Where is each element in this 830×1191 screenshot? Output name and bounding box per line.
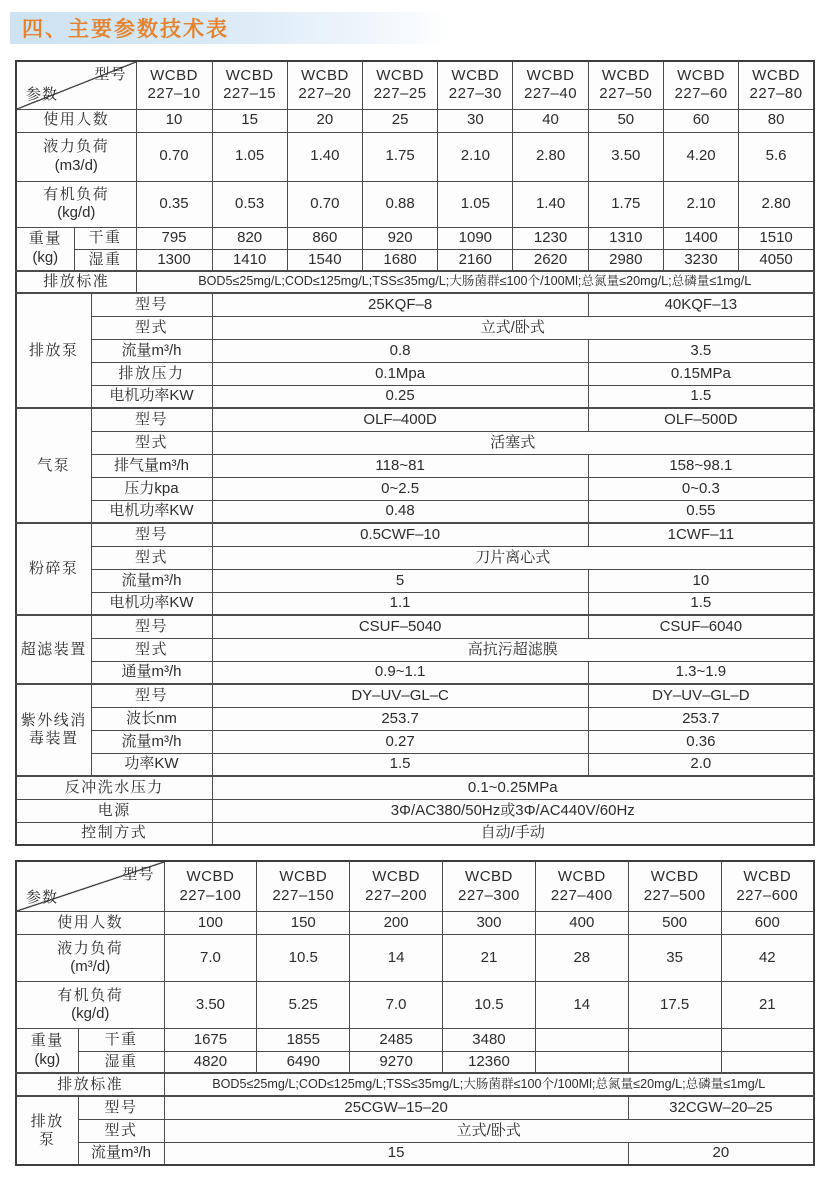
span-value: 立式/卧式 [212, 316, 814, 339]
header-row [16, 861, 814, 911]
right-value: 3.5 [588, 339, 814, 362]
value-cell: 21 [443, 934, 536, 981]
model-number: 227–200 [365, 886, 428, 904]
sub-label: 压力kpa [91, 477, 212, 500]
value-cell: 1680 [362, 249, 437, 271]
row-airpump-motor-power [16, 500, 814, 523]
value-cell: 28 [535, 934, 628, 981]
sub-label: 功率KW [91, 753, 212, 776]
row-grinder-model [16, 523, 814, 546]
value-cell: 1090 [438, 227, 513, 249]
span-value: 立式/卧式 [164, 1119, 814, 1142]
model-header [663, 61, 738, 109]
right-value: 32CGW–20–25 [628, 1096, 814, 1119]
value-cell: 500 [628, 911, 721, 934]
section-label-line: 紫外线消 [20, 712, 87, 729]
value-cell: 9270 [350, 1051, 443, 1073]
param-label: 排放标准 [16, 1073, 164, 1096]
corner-param-label: 参数 [26, 888, 59, 906]
left-value: 0.27 [212, 730, 588, 753]
value-cell: 40 [513, 109, 588, 132]
sub-label: 型号 [91, 615, 212, 638]
row-grinder-motor-power [16, 592, 814, 615]
right-value: 0.36 [588, 730, 814, 753]
model-number: 227–15 [223, 85, 277, 103]
right-value: 0.15MPa [588, 362, 814, 385]
left-value: 25CGW–15–20 [164, 1096, 628, 1119]
value-cell: 920 [362, 227, 437, 249]
left-value: 15 [164, 1142, 628, 1165]
sub-label: 干重 [74, 227, 136, 249]
sub-label: 流量m³/h [91, 339, 212, 362]
sub-label: 电机功率KW [91, 500, 212, 523]
model-number: 227–300 [458, 886, 520, 904]
unit-label: (m³/d) [70, 957, 111, 975]
param-label [16, 181, 136, 227]
row-uv-flow [16, 730, 814, 753]
weight-group-label [16, 1028, 78, 1073]
sub-label: 型号 [78, 1096, 164, 1119]
row-discharge-standard [16, 1073, 814, 1096]
sub-label: 型式 [91, 431, 212, 454]
row-wet-weight [16, 249, 814, 271]
value-cell: 1400 [663, 227, 738, 249]
right-value: 20 [628, 1142, 814, 1165]
section-label-line: 排放 [30, 1112, 64, 1130]
value-cell: 1675 [164, 1028, 257, 1051]
brand-label: WCBD [225, 66, 274, 84]
right-value: 1.5 [588, 592, 814, 615]
right-value: 40KQF–13 [588, 293, 814, 316]
value-cell: 12360 [443, 1051, 536, 1073]
value-cell: 860 [287, 227, 362, 249]
header-row [16, 61, 814, 109]
row-organic-load [16, 981, 814, 1028]
span-value: 3Φ/AC380/50Hz或3Φ/AC440V/60Hz [212, 799, 814, 822]
spec-table-models-100-600 [15, 860, 815, 1166]
right-value: 0.55 [588, 500, 814, 523]
value-cell: 600 [721, 911, 814, 934]
value-cell: 1.75 [362, 132, 437, 181]
right-value: OLF–500D [588, 408, 814, 431]
corner-cell [16, 61, 136, 109]
value-cell: 1855 [257, 1028, 350, 1051]
value-cell: 35 [628, 934, 721, 981]
brand-label: WCBD [557, 868, 606, 886]
value-cell: 820 [212, 227, 287, 249]
left-value: 0.25 [212, 385, 588, 408]
sub-label: 型式 [91, 546, 212, 569]
sub-label: 波长nm [91, 707, 212, 730]
value-cell: 17.5 [628, 981, 721, 1028]
row-wet-weight [16, 1051, 814, 1073]
value-cell: 0.70 [136, 132, 212, 181]
model-header [628, 861, 721, 911]
value-cell: 0.70 [287, 181, 362, 227]
unit-label: (kg) [34, 1050, 61, 1068]
value-cell: 400 [535, 911, 628, 934]
value-cell: 15 [212, 109, 287, 132]
brand-label: WCBD [451, 66, 500, 84]
param-label-line: 液力负荷 [43, 138, 110, 156]
row-organic-load [16, 181, 814, 227]
weight-label-line: 重量 [30, 1032, 64, 1050]
left-value: 1.1 [212, 592, 588, 615]
sub-label: 排放压力 [91, 362, 212, 385]
model-header [350, 861, 443, 911]
value-cell: 0.53 [212, 181, 287, 227]
brand-label: WCBD [372, 868, 421, 886]
sub-label: 干重 [78, 1028, 164, 1051]
value-cell: 50 [588, 109, 663, 132]
value-cell [721, 1051, 814, 1073]
value-cell: 10 [136, 109, 212, 132]
row-ultrafilter-model [16, 615, 814, 638]
param-label-line: 有机负荷 [43, 185, 110, 203]
value-cell: 25 [362, 109, 437, 132]
unit-label: (kg) [32, 248, 59, 266]
value-cell: 2.80 [513, 132, 588, 181]
value-cell: 7.0 [350, 981, 443, 1028]
value-cell: 4820 [164, 1051, 257, 1073]
value-cell: 6490 [257, 1051, 350, 1073]
brand-label: WCBD [150, 66, 198, 84]
brand-label: WCBD [465, 868, 513, 886]
left-value: 118~81 [212, 454, 588, 477]
row-hydraulic-load [16, 132, 814, 181]
value-cell: 1.05 [212, 132, 287, 181]
value-cell: 1.75 [588, 181, 663, 227]
row-airpump-type [16, 431, 814, 454]
value-cell: 4050 [739, 249, 814, 271]
sub-label: 流量m³/h [78, 1142, 164, 1165]
row-pump-pressure [16, 362, 814, 385]
left-value: 0.9~1.1 [212, 661, 588, 684]
value-cell: 60 [663, 109, 738, 132]
left-value: 0.48 [212, 500, 588, 523]
sub-label: 湿重 [74, 249, 136, 271]
sub-label: 流量m³/h [91, 569, 212, 592]
param-label: 使用人数 [16, 109, 136, 132]
unit-label: (kg/d) [57, 204, 96, 221]
right-value: 158~98.1 [588, 454, 814, 477]
sub-label: 型号 [91, 684, 212, 707]
model-number: 227–40 [524, 85, 578, 103]
value-cell: 3.50 [164, 981, 257, 1028]
value-cell: 20 [287, 109, 362, 132]
row-users [16, 911, 814, 934]
value-cell: 0.88 [362, 181, 437, 227]
corner-model-label: 型号 [94, 66, 127, 83]
right-value: 1CWF–11 [588, 523, 814, 546]
row-airpump-pressure [16, 477, 814, 500]
value-cell: 4.20 [663, 132, 738, 181]
model-number: 227–10 [147, 85, 201, 103]
right-value: 10 [588, 569, 814, 592]
section-label-line: 毒装置 [28, 730, 79, 748]
param-label: 排放标准 [16, 271, 136, 293]
weight-group-label [16, 227, 74, 271]
model-header [739, 61, 814, 109]
value-cell: 1300 [136, 249, 212, 271]
row-users [16, 109, 814, 132]
section-label-line: 泵 [38, 1130, 56, 1148]
value-cell: 2620 [513, 249, 588, 271]
param-label-line: 液力负荷 [57, 939, 124, 957]
section-label-discharge-pump [16, 1096, 78, 1165]
value-cell: 1.40 [287, 132, 362, 181]
row-discharge-standard [16, 271, 814, 293]
section-label-ultrafilter: 超滤装置 [16, 615, 91, 684]
unit-label: (m3/d) [54, 156, 98, 174]
row-pump-model [16, 293, 814, 316]
row-pump-type [16, 1119, 814, 1142]
sub-label: 湿重 [78, 1051, 164, 1073]
row-pump-flow [16, 1142, 814, 1165]
section-label-air-pump: 气泵 [16, 408, 91, 523]
sub-label: 流量m³/h [91, 730, 212, 753]
section-label-uv-disinfector [16, 684, 91, 776]
right-value: 253.7 [588, 707, 814, 730]
model-header [721, 861, 814, 911]
row-hydraulic-load [16, 934, 814, 981]
section-label-discharge-pump: 排放泵 [16, 293, 91, 408]
row-control-mode [16, 822, 814, 845]
param-label: 使用人数 [16, 911, 164, 934]
span-value: 0.1~0.25MPa [212, 776, 814, 799]
value-cell: 1540 [287, 249, 362, 271]
value-cell [535, 1028, 628, 1051]
value-cell: 14 [535, 981, 628, 1028]
sub-label: 型式 [78, 1119, 164, 1142]
brand-label: WCBD [677, 66, 725, 84]
model-header [164, 861, 257, 911]
document-page [0, 12, 830, 1166]
value-cell: 10.5 [443, 981, 536, 1028]
value-cell: 21 [721, 981, 814, 1028]
left-value: 25KQF–8 [212, 293, 588, 316]
brand-label: WCBD [743, 868, 792, 886]
row-dry-weight [16, 227, 814, 249]
left-value: CSUF–5040 [212, 615, 588, 638]
model-header [212, 61, 287, 109]
row-pump-model [16, 1096, 814, 1119]
corner-cell [16, 861, 164, 911]
value-cell: 80 [739, 109, 814, 132]
row-airpump-exhaust [16, 454, 814, 477]
value-cell: 10.5 [257, 934, 350, 981]
model-number: 227–500 [643, 886, 706, 904]
spec-table-models-10-80 [15, 60, 815, 846]
model-number: 227–25 [373, 85, 427, 103]
span-value: 刀片离心式 [212, 546, 814, 569]
span-value: 自动/手动 [212, 822, 814, 845]
sub-label: 电机功率KW [91, 385, 212, 408]
value-cell: 2.10 [663, 181, 738, 227]
value-cell: 3230 [663, 249, 738, 271]
row-grinder-type [16, 546, 814, 569]
value-cell: 100 [164, 911, 257, 934]
right-value: CSUF–6040 [588, 615, 814, 638]
brand-label: WCBD [300, 66, 349, 84]
sub-label: 型号 [91, 408, 212, 431]
span-value: 活塞式 [212, 431, 814, 454]
value-cell: 300 [443, 911, 536, 934]
value-cell: 200 [350, 911, 443, 934]
row-ultrafilter-type [16, 638, 814, 661]
table-gap [15, 846, 815, 860]
sub-label: 型号 [91, 523, 212, 546]
row-pump-flow [16, 339, 814, 362]
page-title: 四、主要参数技术表 [22, 18, 229, 41]
model-header [443, 861, 536, 911]
value-cell: 7.0 [164, 934, 257, 981]
model-number: 227–50 [599, 85, 653, 103]
left-value: 1.5 [212, 753, 588, 776]
brand-label: WCBD [650, 868, 699, 886]
sub-label: 电机功率KW [91, 592, 212, 615]
sub-label: 通量m³/h [91, 661, 212, 684]
model-header [513, 61, 588, 109]
model-header [535, 861, 628, 911]
row-uv-power [16, 753, 814, 776]
left-value: DY–UV–GL–C [212, 684, 588, 707]
sub-label: 型式 [91, 316, 212, 339]
right-value: DY–UV–GL–D [588, 684, 814, 707]
value-cell: 1.40 [513, 181, 588, 227]
standard-value: BOD5≤25mg/L;COD≤125mg/L;TSS≤35mg/L;大肠菌群≤100个/100Ml;总氮量≤20mg/L;总磷量≤1mg/L [164, 1073, 814, 1096]
model-number: 227–150 [272, 886, 335, 904]
param-label-line: 有机负荷 [57, 986, 124, 1004]
value-cell: 42 [721, 934, 814, 981]
value-cell: 1310 [588, 227, 663, 249]
value-cell: 30 [438, 109, 513, 132]
right-value: 2.0 [588, 753, 814, 776]
param-label [16, 132, 136, 181]
value-cell: 2.80 [739, 181, 814, 227]
row-pump-motor-power [16, 385, 814, 408]
brand-label: WCBD [376, 66, 425, 84]
value-cell: 2485 [350, 1028, 443, 1051]
model-number: 227–400 [550, 886, 613, 904]
left-value: 0~2.5 [212, 477, 588, 500]
model-header [588, 61, 663, 109]
value-cell: 1510 [739, 227, 814, 249]
left-value: 0.1Mpa [212, 362, 588, 385]
right-value: 1.5 [588, 385, 814, 408]
model-number: 227–80 [749, 85, 803, 103]
value-cell: 3480 [443, 1028, 536, 1051]
right-value: 0~0.3 [588, 477, 814, 500]
value-cell: 795 [136, 227, 212, 249]
weight-label-line: 重量 [28, 230, 62, 248]
section-title-bar [10, 12, 450, 44]
param-label: 电源 [16, 799, 212, 822]
brand-label: WCBD [601, 66, 650, 84]
model-number: 227–30 [448, 85, 502, 103]
left-value: 0.8 [212, 339, 588, 362]
value-cell: 3.50 [588, 132, 663, 181]
model-number: 227–60 [674, 85, 728, 103]
value-cell: 1410 [212, 249, 287, 271]
param-label [16, 981, 164, 1028]
model-header [438, 61, 513, 109]
value-cell [628, 1028, 721, 1051]
row-uv-model [16, 684, 814, 707]
value-cell: 150 [257, 911, 350, 934]
param-label: 反冲洗水压力 [16, 776, 212, 799]
brand-label: WCBD [752, 66, 800, 84]
model-header [287, 61, 362, 109]
section-label-grinder-pump: 粉碎泵 [16, 523, 91, 615]
span-value: 高抗污超滤膜 [212, 638, 814, 661]
row-uv-wavelength [16, 707, 814, 730]
value-cell: 5.6 [739, 132, 814, 181]
row-airpump-model [16, 408, 814, 431]
sub-label: 排气量m³/h [91, 454, 212, 477]
brand-label: WCBD [526, 66, 575, 84]
left-value: 253.7 [212, 707, 588, 730]
value-cell [721, 1028, 814, 1051]
row-backwash-pressure [16, 776, 814, 799]
value-cell: 1.05 [438, 181, 513, 227]
row-grinder-flow [16, 569, 814, 592]
unit-label: (kg/d) [71, 1004, 110, 1022]
model-number: 227–20 [298, 85, 352, 103]
row-pump-type [16, 316, 814, 339]
param-label: 控制方式 [16, 822, 212, 845]
param-label [16, 934, 164, 981]
brand-label: WCBD [279, 868, 328, 886]
value-cell: 2.10 [438, 132, 513, 181]
value-cell: 2160 [438, 249, 513, 271]
right-value: 1.3~1.9 [588, 661, 814, 684]
corner-param-label: 参数 [26, 86, 59, 104]
value-cell: 1230 [513, 227, 588, 249]
model-number: 227–600 [736, 886, 799, 904]
value-cell: 2980 [588, 249, 663, 271]
left-value: OLF–400D [212, 408, 588, 431]
row-ultrafilter-flux [16, 661, 814, 684]
left-value: 0.5CWF–10 [212, 523, 588, 546]
standard-value: BOD5≤25mg/L;COD≤125mg/L;TSS≤35mg/L;大肠菌群≤100个/100Ml;总氮量≤20mg/L;总磷量≤1mg/L [136, 271, 814, 293]
value-cell: 0.35 [136, 181, 212, 227]
model-header [362, 61, 437, 109]
corner-model-label: 型号 [122, 866, 155, 884]
model-header [136, 61, 212, 109]
model-number: 227–100 [179, 886, 242, 904]
brand-label: WCBD [186, 868, 235, 886]
left-value: 5 [212, 569, 588, 592]
value-cell: 14 [350, 934, 443, 981]
sub-label: 型号 [91, 293, 212, 316]
value-cell: 5.25 [257, 981, 350, 1028]
row-dry-weight [16, 1028, 814, 1051]
row-power-supply [16, 799, 814, 822]
value-cell [628, 1051, 721, 1073]
model-header [257, 861, 350, 911]
sub-label: 型式 [91, 638, 212, 661]
value-cell [535, 1051, 628, 1073]
